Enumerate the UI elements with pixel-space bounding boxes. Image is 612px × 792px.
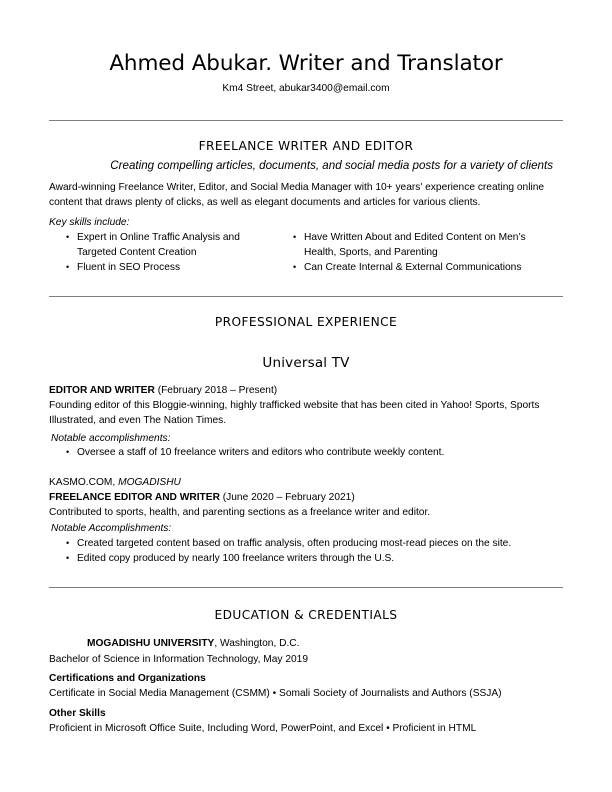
skill-item: • Can Create Internal & External Communications <box>293 260 553 275</box>
key-skills-label: Key skills include: <box>49 217 130 228</box>
job-role: EDITOR AND WRITER <box>49 385 155 396</box>
accomplishment-item: • Created targeted content based on traffic analysis, often producing most-read pieces on the site. <box>66 536 576 551</box>
section-title-education: EDUCATION & CREDENTIALS <box>214 608 398 622</box>
contact-line: Km4 Street, abukar3400@email.com <box>222 83 390 94</box>
employer-location: MOGADISHU <box>118 477 181 488</box>
job-dates: (February 2018 – Present) <box>157 385 278 396</box>
divider <box>49 120 563 121</box>
certifications-heading: Certifications and Organizations <box>49 673 206 684</box>
accomplishments-label: Notable accomplishments: <box>51 433 171 444</box>
school-name: MOGADISHU UNIVERSITY <box>87 638 215 649</box>
other-skills-heading: Other Skills <box>49 708 106 719</box>
resume-name-title: Ahmed Abukar. Writer and Translator <box>109 51 503 76</box>
accomplishment-item: • Oversee a staff of 10 freelance writers and editors who contribute weekly content. <box>66 445 566 460</box>
skills-left-column <box>66 230 276 275</box>
section-title-experience: PROFESSIONAL EXPERIENCE <box>214 315 398 329</box>
job-title-line <box>49 383 569 398</box>
accomplishments-list <box>66 445 566 460</box>
employer-line <box>49 475 569 490</box>
school-line <box>87 636 607 651</box>
summary-paragraph: Award-winning Freelance Writer, Editor, and Social Media Manager with 10+ years' experience creating online content that draws plenty of clicks, as well as elegant documents and articles for various clients. <box>49 182 545 208</box>
accomplishments-list <box>66 536 576 566</box>
job-title-line <box>49 490 569 505</box>
skill-item: • Have Written About and Edited Content on Men’s Health, Sports, and Parenting <box>293 230 529 260</box>
job-dates: (June 2020 – February 2021) <box>222 492 355 503</box>
summary-tagline: Creating compelling articles, documents, and social media posts for a variety of clients <box>110 159 553 172</box>
skill-item: • Expert in Online Traffic Analysis and Targeted Content Creation <box>66 230 276 260</box>
school-location: , Washington, D.C. <box>214 638 300 649</box>
company-name: Universal TV <box>262 355 350 371</box>
accomplishments-label: Notable Accomplishments: <box>51 523 172 534</box>
certifications-text: Certificate in Social Media Management (CSMM) • Somali Society of Journalists and Authors (SSJA) <box>49 688 502 699</box>
accomplishment-item: • Edited copy produced by nearly 100 freelance writers through the U.S. <box>66 551 576 566</box>
skill-item: • Fluent in SEO Process <box>66 260 276 275</box>
employer-name: KASMO.COM, <box>49 477 116 488</box>
divider <box>49 296 563 297</box>
skills-right-column <box>293 230 553 275</box>
job-role: FREELANCE EDITOR AND WRITER <box>49 492 220 503</box>
job-description: Contributed to sports, health, and parenting sections as a freelance writer and editor. <box>49 507 431 518</box>
section-title-summary: FREELANCE WRITER AND EDITOR <box>198 139 414 153</box>
other-skills-text: Proficient in Microsoft Office Suite, Including Word, PowerPoint, and Excel • Proficient in HTML <box>49 723 477 734</box>
job-description: Founding editor of this Bloggie-winning, highly trafficked website that has been cited in Yahoo! Sports, Sports Illustrated, and even The Nation Times. <box>49 400 540 426</box>
divider <box>49 587 563 588</box>
degree-line: Bachelor of Science in Information Technology, May 2019 <box>49 654 308 665</box>
